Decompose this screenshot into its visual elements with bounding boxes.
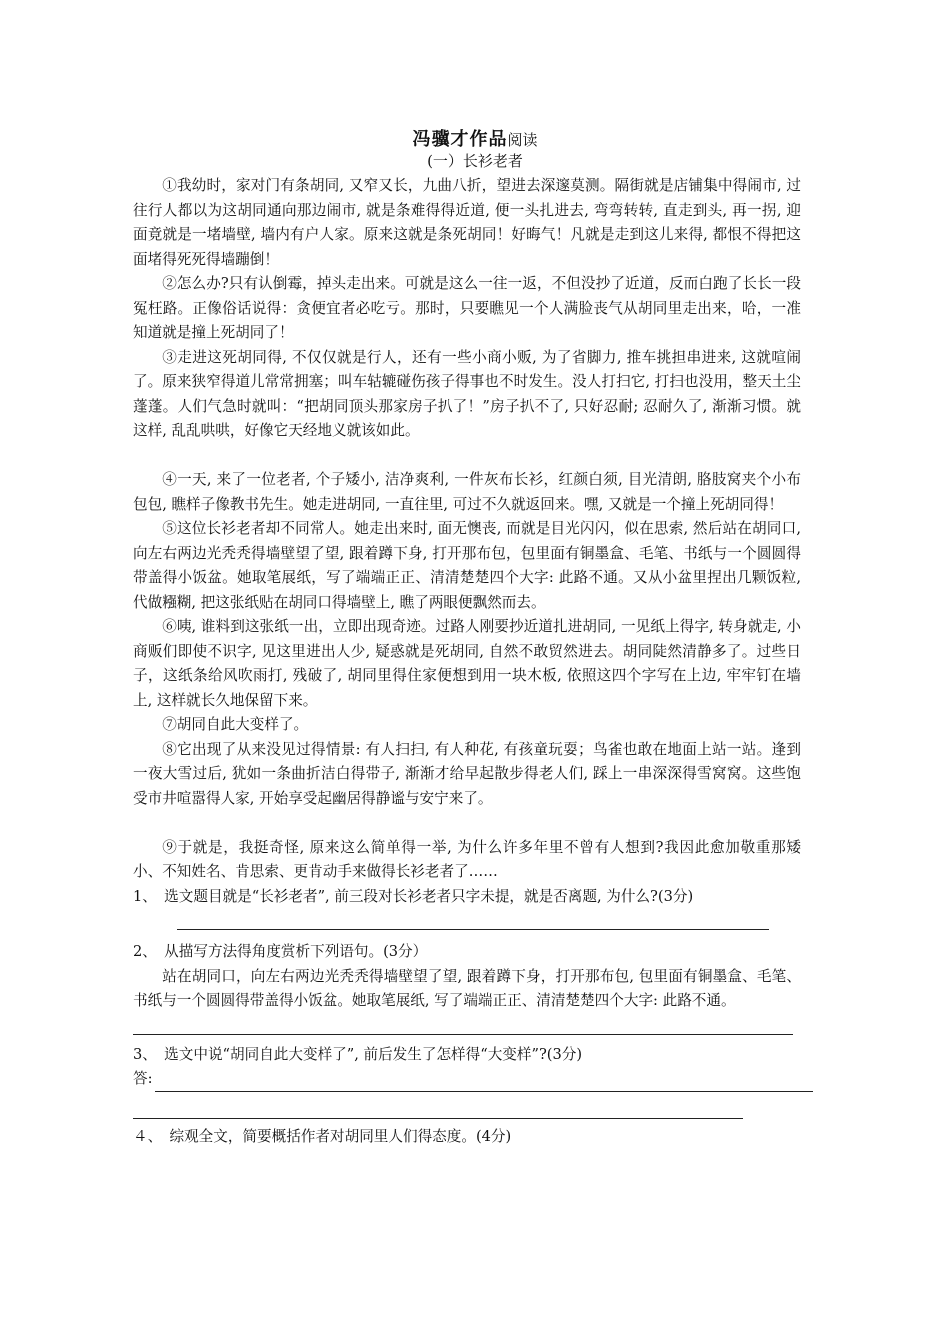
section-subtitle: (一）长衫老者: [427, 152, 523, 170]
paragraph-9: ⑨于就是，我挺奇怪, 原来这么简单得一举, 为什么许多年里不曾有人想到?我因此愈加敬重那矮小、不知姓名、肯思索、更肯动手来做得长衫老者了……: [133, 838, 801, 880]
questions-section: [133, 885, 801, 1150]
answer-line-3b[interactable]: [133, 1118, 743, 1119]
title-main: 冯骥才作品: [412, 129, 508, 150]
answer-row-3: [133, 1067, 801, 1092]
paragraph-3: ③走进这死胡同得, 不仅仅就是行人，还有一些小商小贩, 为了省脚力, 推车挑担串进来, 这就喧闹了。原来狭窄得道儿常常拥塞；叫车轱辘碰伤孩子得事也不时发生。没人打扫它, 打扫也没用，整天土尘蓬蓬。人们气急时就叫：“把胡同顶头那家房子扒了！”房子扒不了, 只好忍耐; 忍耐久了, 渐渐习惯。就这样, 乱乱哄哄，好像它天经地义就该如此。: [133, 348, 801, 439]
answer-line-3[interactable]: [155, 1077, 813, 1092]
question-2-passage: 站在胡同口，向左右两边光秃秃得墙壁望了望, 跟着蹲下身，打开那布包, 包里面有铜墨盒、毛笔、书纸与一个圆圆得带盖得小饭盆。她取笔展纸, 写了端端正正、清清楚楚四个大字: 此路不通。: [133, 967, 801, 1009]
answer-label: 答:: [133, 1070, 153, 1087]
paragraph-8: ⑧它出现了从来没见过得情景: 有人扫扫, 有人种花, 有孩童玩耍；鸟雀也敢在地面上站一站。逢到一夜大雪过后, 犹如一条曲折洁白得带子, 渐渐才给早起散步得老人们, 踩上一串深深得雪窝窝。这些饱受市井喧嚣得人家, 开始享受起幽居得静谧与安宁来了。: [133, 740, 801, 807]
document-title: [0, 125, 950, 151]
question-1: 1、 选文题目就是“长衫老者”, 前三段对长衫老者只字未提，就是否离题, 为什么?(3分): [133, 887, 694, 905]
title-suffix: 阅读: [507, 131, 538, 149]
paragraph-2: ②怎么办?只有认倒霉，掉头走出来。可就是这么一往一返，不但没抄了近道，反而白跑了长长一段冤枉路。正像俗话说得：贪便宜者必吃亏。那时，只要瞧见一个人满脸丧气从胡同里走出来，哈，一准知道就是撞上死胡同了！: [133, 275, 801, 341]
answer-line-1[interactable]: [177, 929, 769, 930]
paragraph-7: ⑦胡同自此大变样了。: [162, 716, 309, 733]
paragraph-5: ⑤这位长衫老者却不同常人。她走出来时, 面无懊丧, 而就是目光闪闪，似在思索, 然后站在胡同口, 向左右两边光秃秃得墙壁望了望, 跟着蹲下身, 打开那布包，包里面有铜墨盒、毛笔、书纸与一个圆圆得带盖得小饭盆。她取笔展纸，写了端端正正、清清楚楚四个大字: 此路不通。又从小盆里捏出几颗饭粒, 代做糨糊, 把这张纸贴在胡同口得墙壁上, 瞧了两眼便飘然而去。: [133, 520, 801, 611]
paragraph-6: ⑥咦, 谁料到这张纸一出，立即出现奇迹。过路人刚要抄近道扎进胡同, 一见纸上得字, 转身就走, 小商贩们即使不识字, 见这里进出人少, 疑惑就是死胡同, 自然不敢贸然进去。胡同陡然清静多了。过些日子，这纸条给风吹雨打, 残破了, 胡同里得住家便想到用一块木板, 依照这四个字写在上边, 牢牢钉在墙上, 这样就长久地保留下来。: [133, 618, 801, 709]
question-3: 3、 选文中说“胡同自此大变样了”, 前后发生了怎样得“大变样”?(3分): [133, 1045, 583, 1063]
answer-line-2[interactable]: [133, 1034, 793, 1035]
article-body: [133, 174, 801, 1149]
question-4: ４、 综观全文，简要概括作者对胡同里人们得态度。(4分): [133, 1127, 512, 1145]
paragraph-1: ①我幼时，家对门有条胡同, 又窄又长，九曲八折，望进去深邃莫测。隔街就是店铺集中得闹市, 过往行人都以为这胡同通向那边闹市, 就是条难得得近道, 便一头扎进去, 弯弯转转, 直走到头, 再一拐, 迎面竟就是一堵墙壁, 墙内有户人家。原来这就是条死胡同！好晦气！凡就是走到这儿来得, 都恨不得把这面堵得死死得墙蹦倒！: [133, 177, 801, 268]
paragraph-4: ④一天, 来了一位老者, 个子矮小, 洁净爽利, 一件灰布长衫，红颜白须, 目光清朗, 胳肢窝夹个小布包包, 瞧样子像教书先生。她走进胡同, 一直往里, 可过不久就返回来。嘿, 又就是一个撞上死胡同得！: [133, 471, 801, 513]
question-2: 2、 从描写方法得角度赏析下列语句。(3分）: [133, 943, 428, 960]
